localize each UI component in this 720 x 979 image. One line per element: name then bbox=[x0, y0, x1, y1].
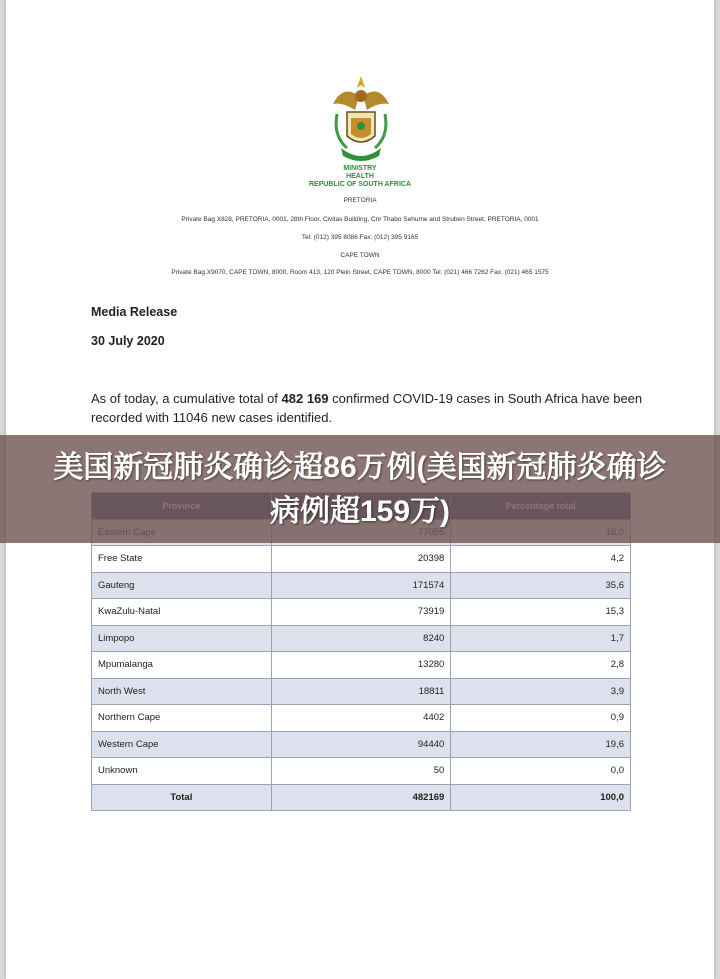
row-percentage: 0,9 bbox=[451, 705, 631, 732]
row-cases: 73919 bbox=[271, 599, 451, 626]
capetown-label: CAPE TOWN bbox=[340, 252, 380, 259]
headline-text: 美国新冠肺炎确诊超86万例(美国新冠肺炎确诊病例超159万) bbox=[53, 451, 667, 528]
row-province: North West bbox=[92, 678, 272, 705]
row-percentage: 4,2 bbox=[451, 546, 631, 573]
table-total-row bbox=[92, 784, 631, 811]
table-row bbox=[92, 652, 631, 679]
row-province: Unknown bbox=[92, 758, 272, 785]
total-cases: 482169 bbox=[271, 784, 451, 811]
row-cases: 94440 bbox=[271, 731, 451, 758]
table-row bbox=[92, 678, 631, 705]
row-cases: 18811 bbox=[271, 678, 451, 705]
total-label: Total bbox=[92, 784, 272, 811]
row-province: Gauteng bbox=[92, 572, 272, 599]
row-cases: 50 bbox=[271, 758, 451, 785]
row-cases: 13280 bbox=[271, 652, 451, 679]
table-row bbox=[92, 572, 631, 599]
ministry-line-1: MINISTRY bbox=[343, 165, 377, 172]
table-row bbox=[92, 731, 631, 758]
row-cases: 4402 bbox=[271, 705, 451, 732]
row-cases: 171574 bbox=[271, 572, 451, 599]
row-percentage: 15,3 bbox=[451, 599, 631, 626]
pretoria-tel: Tel: (012) 395 8086 Fax: (012) 395 9165 bbox=[301, 234, 419, 241]
coat-of-arms-icon bbox=[325, 74, 397, 166]
row-province: Northern Cape bbox=[92, 705, 272, 732]
total-percentage: 100,0 bbox=[451, 784, 631, 811]
row-percentage: 1,7 bbox=[451, 625, 631, 652]
pretoria-address: Private Bag X828, PRETORIA, 0001, 28th Floor, Civitas Building, Cnr Thabo Sehume and Struben Street, PRETORIA, 0001 bbox=[181, 216, 539, 223]
table-row bbox=[92, 705, 631, 732]
row-percentage: 2,8 bbox=[451, 652, 631, 679]
release-date: 30 July 2020 bbox=[91, 334, 165, 348]
row-percentage: 3,9 bbox=[451, 678, 631, 705]
table-row bbox=[92, 625, 631, 652]
row-province: Free State bbox=[92, 546, 272, 573]
pretoria-label: PRETORIA bbox=[343, 197, 377, 204]
release-title: Media Release bbox=[91, 305, 178, 319]
release-paragraph bbox=[91, 389, 651, 427]
row-province: Western Cape bbox=[92, 731, 272, 758]
table-row bbox=[92, 599, 631, 626]
table-row bbox=[92, 758, 631, 785]
row-province: Mpumalanga bbox=[92, 652, 272, 679]
ministry-line-3: REPUBLIC OF SOUTH AFRICA bbox=[308, 181, 412, 188]
table-row bbox=[92, 546, 631, 573]
row-cases: 20398 bbox=[271, 546, 451, 573]
row-province: Limpopo bbox=[92, 625, 272, 652]
para-end: confirmed COVID-19 cases in South Africa have been recorded with 11046 new cases identified. bbox=[91, 391, 643, 425]
row-cases: 8240 bbox=[271, 625, 451, 652]
row-province: KwaZulu-Natal bbox=[92, 599, 272, 626]
row-percentage: 35,6 bbox=[451, 572, 631, 599]
row-percentage: 0,0 bbox=[451, 758, 631, 785]
row-percentage: 19,6 bbox=[451, 731, 631, 758]
capetown-address: Private Bag X9070, CAPE TOWN, 8000, Room 413, 120 Plein Street, CAPE TOWN, 8000 Tel: (021) 466 7262 Fax: (021) 465 1575 bbox=[171, 269, 549, 276]
ministry-line-2: HEALTH bbox=[346, 173, 374, 180]
para-start: As of today, a cumulative total of bbox=[91, 391, 282, 406]
case-total: 482 169 bbox=[281, 391, 329, 406]
